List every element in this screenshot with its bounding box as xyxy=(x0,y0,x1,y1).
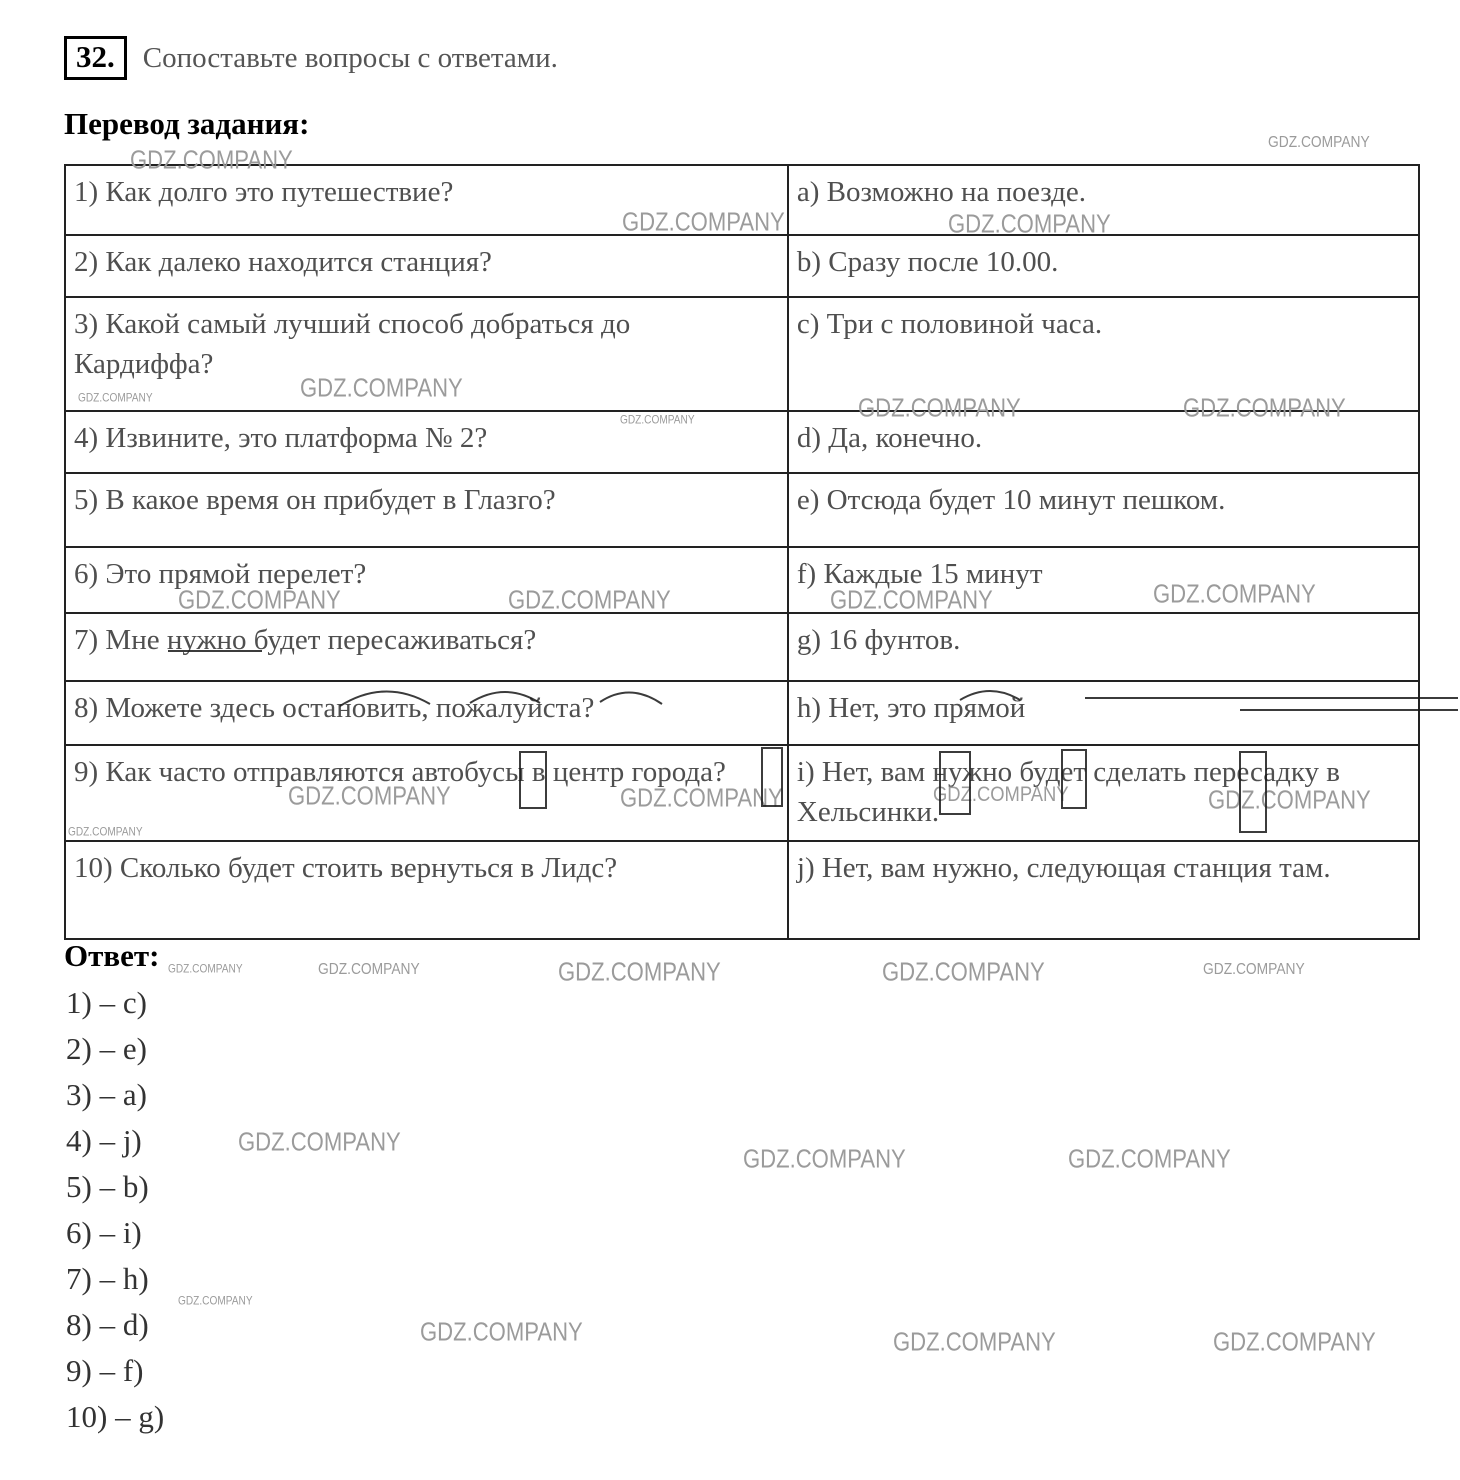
match-table xyxy=(64,164,1420,940)
watermark: GDZ.COMPANY xyxy=(78,392,153,405)
watermark: GDZ.COMPANY xyxy=(508,586,671,615)
question-cell: 7) Мне нужно будет пересаживаться? xyxy=(65,613,788,681)
question-cell: 10) Сколько будет стоить вернуться в Лидс? xyxy=(65,841,788,939)
table-row xyxy=(65,613,1419,681)
question-cell: 1) Как долго это путешествие? xyxy=(65,165,788,235)
question-cell: 6) Это прямой перелет? xyxy=(65,547,788,613)
watermark: GDZ.COMPANY xyxy=(620,784,783,813)
question-cell: 8) Можете здесь остановить, пожалуйста? xyxy=(65,681,788,745)
watermark: GDZ.COMPANY xyxy=(620,414,695,427)
answer-item: 7) – h) xyxy=(66,1261,149,1296)
watermark: GDZ.COMPANY xyxy=(68,826,143,839)
table-row xyxy=(65,745,1419,841)
watermark: GDZ.COMPANY xyxy=(1068,1145,1231,1174)
question-cell: 4) Извините, это платформа № 2? xyxy=(65,411,788,473)
answer-cell: g) 16 фунтов. xyxy=(788,613,1419,681)
watermark: GDZ.COMPANY xyxy=(130,146,293,175)
answer-cell: j) Нет, вам нужно, следующая станция там. xyxy=(788,841,1419,939)
watermark: GDZ.COMPANY xyxy=(1268,133,1370,152)
question-cell: 2) Как далеко находится станция? xyxy=(65,235,788,297)
watermark: GDZ.COMPANY xyxy=(178,1295,253,1308)
watermark: GDZ.COMPANY xyxy=(168,963,243,976)
answer-cell: h) Нет, это прямой xyxy=(788,681,1419,745)
watermark: GDZ.COMPANY xyxy=(948,210,1111,239)
watermark: GDZ.COMPANY xyxy=(288,782,451,811)
question-cell: 5) В какое время он прибудет в Глазго? xyxy=(65,473,788,547)
watermark: GDZ.COMPANY xyxy=(300,374,463,403)
table-row xyxy=(65,165,1419,235)
table-row xyxy=(65,235,1419,297)
watermark: GDZ.COMPANY xyxy=(743,1145,906,1174)
watermark: GDZ.COMPANY xyxy=(558,958,721,987)
watermark: GDZ.COMPANY xyxy=(933,783,1069,807)
watermark: GDZ.COMPANY xyxy=(1208,786,1371,815)
answer-item: 4) – j) xyxy=(66,1123,142,1158)
answer-cell: d) Да, конечно. xyxy=(788,411,1419,473)
answer-item: 5) – b) xyxy=(66,1169,149,1204)
table-row xyxy=(65,547,1419,613)
watermark: GDZ.COMPANY xyxy=(893,1328,1056,1357)
watermark: GDZ.COMPANY xyxy=(858,394,1021,423)
watermark: GDZ.COMPANY xyxy=(178,586,341,615)
table-row xyxy=(65,297,1419,411)
answer-cell: e) Отсюда будет 10 минут пешком. xyxy=(788,473,1419,547)
translation-heading: Перевод задания: xyxy=(64,106,310,141)
question-cell: 3) Какой самый лучший способ добраться до Кардиффа? xyxy=(65,297,788,411)
watermark: GDZ.COMPANY xyxy=(622,208,785,237)
answer-item: 9) – f) xyxy=(66,1353,144,1388)
watermark: GDZ.COMPANY xyxy=(1153,580,1316,609)
answer-item: 2) – e) xyxy=(66,1031,147,1066)
answer-heading: Ответ: xyxy=(64,938,160,973)
watermark: GDZ.COMPANY xyxy=(238,1128,401,1157)
watermark: GDZ.COMPANY xyxy=(1213,1328,1376,1357)
watermark: GDZ.COMPANY xyxy=(420,1318,583,1347)
watermark: GDZ.COMPANY xyxy=(1183,394,1346,423)
answer-cell: i) Нет, вам нужно будет сделать пересадку в Хельсинки. xyxy=(788,745,1419,841)
answer-item: 1) – c) xyxy=(66,985,147,1020)
task-header xyxy=(64,36,558,80)
answer-cell: b) Сразу после 10.00. xyxy=(788,235,1419,297)
answer-list xyxy=(66,980,164,1440)
watermark: GDZ.COMPANY xyxy=(318,960,420,979)
answer-cell: f) Каждые 15 минут xyxy=(788,547,1419,613)
answer-item: 8) – d) xyxy=(66,1307,149,1342)
table-row xyxy=(65,411,1419,473)
answer-cell: c) Три с половиной часа. xyxy=(788,297,1419,411)
task-text: Сопоставьте вопросы с ответами. xyxy=(142,41,558,74)
task-number: 32. xyxy=(64,36,127,80)
watermark: GDZ.COMPANY xyxy=(882,958,1045,987)
watermark: GDZ.COMPANY xyxy=(830,586,993,615)
table-row xyxy=(65,841,1419,939)
answer-item: 6) – i) xyxy=(66,1215,142,1250)
answer-cell: a) Возможно на поезде. xyxy=(788,165,1419,235)
answer-item: 10) – g) xyxy=(66,1399,165,1434)
table-row xyxy=(65,473,1419,547)
question-cell: 9) Как часто отправляются автобусы в центр города? xyxy=(65,745,788,841)
table-row xyxy=(65,681,1419,745)
watermark: GDZ.COMPANY xyxy=(1203,960,1305,979)
answer-item: 3) – a) xyxy=(66,1077,147,1112)
